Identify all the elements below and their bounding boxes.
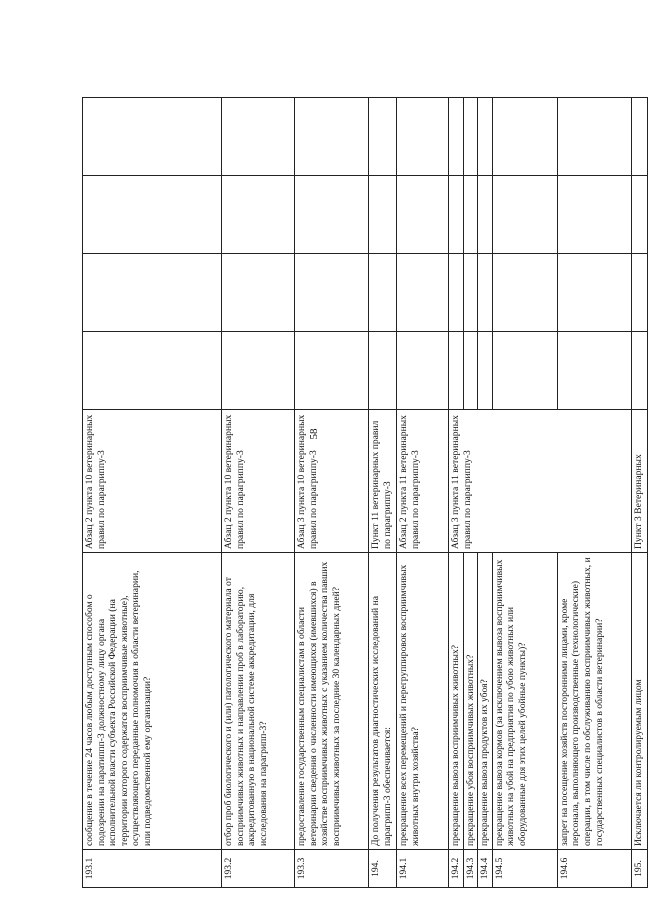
answer-cell: [478, 332, 493, 410]
checklist-table: [82, 97, 648, 888]
answer-cell: [449, 332, 464, 410]
answer-cell: [631, 98, 647, 176]
row-number: 193.2: [222, 850, 295, 888]
answer-cell: [449, 98, 464, 176]
reference-cell: Абзац 3 пункта 10 ветеринарных правил по парагриппу-3: [295, 410, 369, 553]
table-row: [631, 98, 647, 888]
checklist-table-container: [82, 98, 644, 888]
answer-cell: [222, 254, 295, 332]
reference-cell: Пункт 11 ветеринарных правил по парагриппу-3: [369, 410, 397, 553]
answer-cell: [83, 176, 222, 254]
reference-cell: Пункт 3 Ветеринарных: [631, 410, 647, 553]
answer-cell: [463, 176, 478, 254]
answer-cell: [295, 176, 369, 254]
answer-cell: [478, 176, 493, 254]
row-number: 194.6: [557, 850, 631, 888]
answer-cell: [369, 176, 397, 254]
table-row: [295, 98, 369, 888]
answer-cell: [295, 254, 369, 332]
reference-cell: Абзац 3 пункта 11 ветеринарных правил по парагриппу-3: [449, 410, 632, 553]
question-cell: прекращение вывоза восприимчивых животных?: [449, 553, 464, 850]
question-cell: До получения результатов диагностических исследований на парагрипп-3 обеспечивается:: [369, 553, 397, 850]
reference-cell: Абзац 2 пункта 10 ветеринарных правил по парагриппу-3: [83, 410, 222, 553]
answer-cell: [397, 332, 449, 410]
row-number: 194.1: [397, 850, 449, 888]
answer-cell: [449, 176, 464, 254]
answer-cell: [478, 98, 493, 176]
answer-cell: [492, 176, 557, 254]
answer-cell: [463, 254, 478, 332]
table-row: [449, 98, 464, 888]
answer-cell: [397, 254, 449, 332]
answer-cell: [83, 254, 222, 332]
answer-cell: [449, 254, 464, 332]
answer-cell: [631, 254, 647, 332]
row-number: 194.: [369, 850, 397, 888]
question-cell: прекращение всех перемещений и перегруппировок восприимчивых животных внутри хозяйства?: [397, 553, 449, 850]
answer-cell: [222, 98, 295, 176]
row-number: 195.: [631, 850, 647, 888]
answer-cell: [463, 98, 478, 176]
answer-cell: [492, 332, 557, 410]
answer-cell: [295, 98, 369, 176]
page-number: 58: [308, 428, 320, 440]
answer-cell: [557, 176, 631, 254]
answer-cell: [369, 254, 397, 332]
question-cell: запрет на посещение хозяйств посторонними лицами, кроме персонала, выполняющего производственные (технологические) операции, в том числе по обслуживанию восприимчивых животных, и государственных специалистов в области ветеринарии?: [557, 553, 631, 850]
question-cell: прекращение вывоза кормов (за исключением вывоза восприимчивых животных на убой на предприятия по убою животных или оборудованные для этих целей убойные пункты)?: [492, 553, 557, 850]
row-number: 193.1: [83, 850, 222, 888]
answer-cell: [631, 176, 647, 254]
answer-cell: [222, 176, 295, 254]
answer-cell: [295, 332, 369, 410]
answer-cell: [83, 332, 222, 410]
answer-cell: [557, 98, 631, 176]
reference-cell: Абзац 2 пункта 11 ветеринарных правил по парагриппу-3: [397, 410, 449, 553]
question-cell: прекращение убоя восприимчивых животных?: [463, 553, 478, 850]
answer-cell: [369, 332, 397, 410]
answer-cell: [83, 98, 222, 176]
table-row: [369, 98, 397, 888]
table-row: [222, 98, 295, 888]
answer-cell: [631, 332, 647, 410]
question-cell: сообщение в течение 24 часов любым доступным способом о подозрении на паратиппп-3 должностному лицу органа исполнительной власти субъекта Российской Федерации (на территории которого содержатся восприимчивые животные), осуществляющего переданные полномочия в области ветеринарии, или подведомственной ему организации?: [83, 553, 222, 850]
answer-cell: [397, 98, 449, 176]
question-cell: отбор проб биологического и (или) патологического материала от восприимчивых животных и направлении проб в лабораторию, аккредитованную в национальной системе аккредитации, для исследования на парагрипп-3?: [222, 553, 295, 850]
answer-cell: [492, 98, 557, 176]
answer-cell: [369, 98, 397, 176]
row-number: 194.3: [463, 850, 478, 888]
table-row: [83, 98, 222, 888]
row-number: 194.2: [449, 850, 464, 888]
answer-cell: [557, 254, 631, 332]
answer-cell: [557, 332, 631, 410]
answer-cell: [478, 254, 493, 332]
question-cell: Исключается ли контролируемым лицом: [631, 553, 647, 850]
reference-cell: Абзац 2 пункта 10 ветеринарных правил по парагриппу-3: [222, 410, 295, 553]
answer-cell: [222, 332, 295, 410]
answer-cell: [492, 254, 557, 332]
table-row: [397, 98, 449, 888]
table-body: [83, 98, 648, 888]
row-number: 193.3: [295, 850, 369, 888]
answer-cell: [463, 332, 478, 410]
row-number: 194.5: [492, 850, 557, 888]
question-cell: прекращение вывоза продуктов их убоя?: [478, 553, 493, 850]
row-number: 194.4: [478, 850, 493, 888]
question-cell: предоставление государственным специалистам в области ветеринарии сведения о численности имеющихся (имевшихся) в хозяйстве восприимчивых животных с указанием количества павших восприимчивых животных за последние 30 календарных дней?: [295, 553, 369, 850]
answer-cell: [397, 176, 449, 254]
